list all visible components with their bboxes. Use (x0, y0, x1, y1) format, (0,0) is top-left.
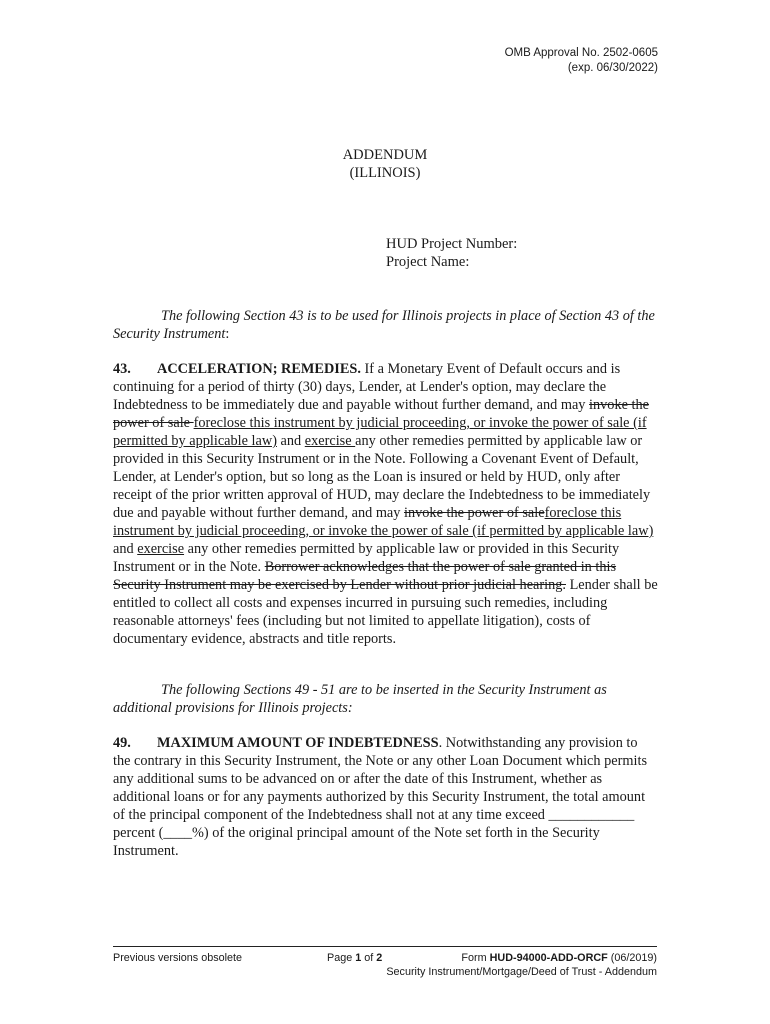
section-49-text: . Notwithstanding any provision to the contrary in this Security Instrument, the Note or any other Loan Document which permits any additional sums to be advanced on or after the date of this Instrument, whether as additional loans or for any payments authorized by this Security Instrument, the total amount of the principal component of the Indebtedness shall not at any time exceed ____________ percent (____%) of the original principal amount of the Note set forth in the Security Instrument. (113, 735, 648, 859)
section-49-intro: The following Sections 49 - 51 are to be inserted in the Security Instrument as additional provisions for Illinois projects: (113, 682, 607, 716)
hud-project-number-label: HUD Project Number: (386, 236, 518, 252)
section-43-intro (113, 307, 658, 343)
section-49 (113, 734, 658, 860)
omb-approval-block (505, 46, 658, 76)
section-43 (113, 360, 658, 648)
form-number: HUD-94000-ADD-ORCF (489, 952, 608, 964)
title-line-1: ADDENDUM (342, 147, 428, 163)
section-49-title: MAXIMUM AMOUNT OF INDEBTEDNESS (157, 735, 439, 751)
document-title (0, 146, 770, 182)
project-name-label: Project Name: (386, 254, 470, 270)
inserted-text: foreclose this instrument by judicial proceeding, or invoke the power of sale (if permitted by applicable law) (113, 415, 647, 449)
page-current: 1 (355, 952, 362, 964)
omb-approval-number: OMB Approval No. 2502-0605 (504, 47, 658, 59)
project-info (386, 235, 517, 271)
page-total: 2 (376, 952, 383, 964)
section-43-text: and (276, 433, 305, 449)
footer-page-number (327, 951, 382, 965)
page-prefix: Page (327, 952, 356, 964)
form-date: (06/2019) (607, 952, 657, 964)
section-43-text: If a Monetary Event of Default occurs and is continuing for a period of thirty (30) days, Lender, at Lender's option, may declare the Indebtedness to be immediately due and payable without further demand, and may (113, 361, 621, 413)
section-43-text: any other remedies permitted by applicable law or provided in this Security Instrument or in the Note. Following a Covenant Event of Default, Lender, at Lender's option, but so long as the Loan is insured or held by HUD, only after receipt of the prior written approval of HUD, may declare the Indebtedness to be immediately due and payable without further demand, and may (113, 433, 651, 521)
struck-text: invoke the power of sale (404, 505, 545, 521)
section-49-number: 49. (113, 735, 131, 751)
footer-previous-versions: Previous versions obsolete (113, 952, 243, 964)
inserted-text: foreclose this instrument by judicial proceeding, or invoke the power of sale (if permitted by applicable law) (113, 505, 654, 539)
section-43-number: 43. (113, 361, 131, 377)
inserted-text: exercise (304, 433, 356, 449)
footer-form-subtitle: Security Instrument/Mortgage/Deed of Trust - Addendum (386, 966, 657, 978)
section-43-title: ACCELERATION; REMEDIES. (157, 361, 361, 377)
section-43-intro-colon: : (225, 326, 230, 342)
footer-form-info (386, 951, 657, 979)
struck-text: Borrower acknowledges that the power of sale granted in this Security Instrument may be exercised by Lender without prior judicial hearing. (113, 559, 617, 593)
section-43-text: Lender shall be entitled to collect all costs and expenses incurred in pursuing such remedies, including reasonable attorneys' fees (including but not limited to appellate litigation), costs of documentary evidence, abstracts and title reports. (113, 577, 658, 647)
footer-divider (113, 946, 657, 947)
struck-text: invoke the power of sale (113, 397, 649, 431)
section-43-text: and (113, 541, 138, 557)
omb-expiration: (exp. 06/30/2022) (567, 62, 658, 74)
section-43-text: any other remedies permitted by applicable law or provided in this Security Instrument or in the Note. (113, 541, 620, 575)
section-43-intro-text: The following Section 43 is to be used for Illinois projects in place of Section 43 of the Security Instrument (113, 308, 655, 342)
inserted-text: exercise (137, 541, 185, 557)
title-line-2: (ILLINOIS) (349, 165, 421, 181)
page-of: of (361, 952, 377, 964)
footer-form-line (386, 951, 657, 965)
form-prefix: Form (461, 952, 490, 964)
